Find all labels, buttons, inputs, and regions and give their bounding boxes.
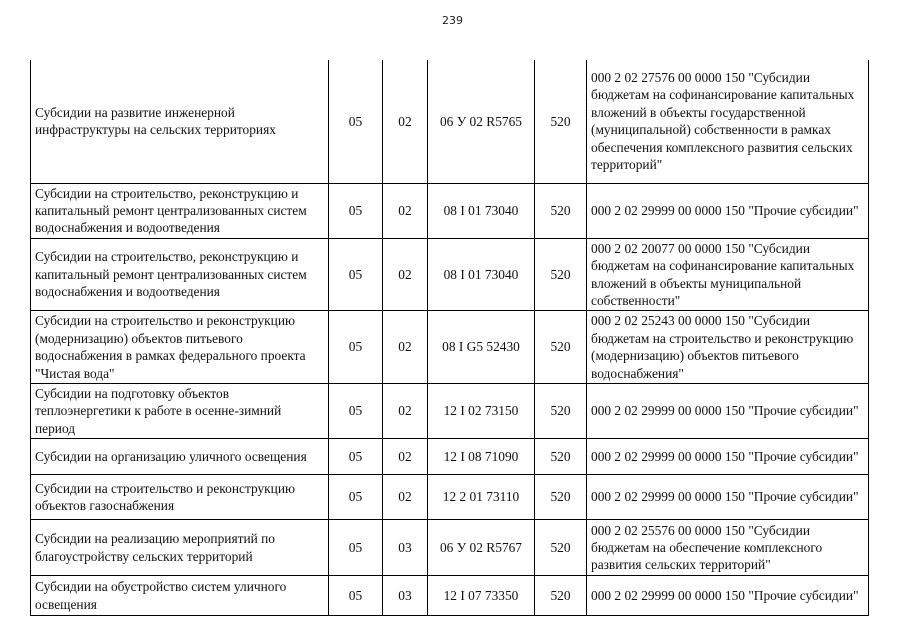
cell-expense-type: 520 bbox=[535, 311, 587, 384]
cell-section: 05 bbox=[329, 311, 383, 384]
cell-revenue-code: 000 2 02 29999 00 0000 150 "Прочие субсидии" bbox=[587, 576, 869, 616]
cell-target: 06 У 02 R5765 bbox=[428, 60, 535, 183]
table-row bbox=[31, 576, 869, 616]
cell-revenue-code: 000 2 02 29999 00 0000 150 "Прочие субсидии" bbox=[587, 383, 869, 438]
cell-target: 08 I 01 73040 bbox=[428, 183, 535, 238]
cell-subsection: 02 bbox=[383, 475, 428, 520]
cell-expense-type: 520 bbox=[535, 183, 587, 238]
cell-subsection: 02 bbox=[383, 311, 428, 384]
cell-target: 08 I 01 73040 bbox=[428, 238, 535, 311]
cell-section: 05 bbox=[329, 383, 383, 438]
cell-target: 12 I 02 73150 bbox=[428, 383, 535, 438]
cell-section: 05 bbox=[329, 60, 383, 183]
cell-expense-type: 520 bbox=[535, 238, 587, 311]
cell-revenue-code: 000 2 02 20077 00 0000 150 "Субсидии бюджетам на софинансирование капитальных вложений в объекты муниципальной собственности" bbox=[587, 238, 869, 311]
subsidies-table-container bbox=[30, 60, 869, 616]
cell-target: 06 У 02 R5767 bbox=[428, 520, 535, 576]
subsidies-table bbox=[30, 60, 869, 616]
cell-subsection: 02 bbox=[383, 238, 428, 311]
table-row bbox=[31, 311, 869, 384]
cell-subsection: 03 bbox=[383, 520, 428, 576]
cell-revenue-code: 000 2 02 29999 00 0000 150 "Прочие субсидии" bbox=[587, 183, 869, 238]
cell-name: Субсидии на строительство, реконструкцию и капитальный ремонт централизованных систем водоснабжения и водоотведения bbox=[31, 183, 329, 238]
cell-expense-type: 520 bbox=[535, 520, 587, 576]
cell-name: Субсидии на обустройство систем уличного освещения bbox=[31, 576, 329, 616]
table-row bbox=[31, 439, 869, 475]
cell-expense-type: 520 bbox=[535, 60, 587, 183]
table-row bbox=[31, 238, 869, 311]
cell-target: 12 2 01 73110 bbox=[428, 475, 535, 520]
cell-revenue-code: 000 2 02 25576 00 0000 150 "Субсидии бюджетам на обеспечение комплексного развития сельских территорий" bbox=[587, 520, 869, 576]
cell-section: 05 bbox=[329, 475, 383, 520]
cell-target: 12 I 07 73350 bbox=[428, 576, 535, 616]
cell-subsection: 02 bbox=[383, 183, 428, 238]
cell-revenue-code: 000 2 02 29999 00 0000 150 "Прочие субсидии" bbox=[587, 475, 869, 520]
cell-name: Субсидии на строительство, реконструкцию и капитальный ремонт централизованных систем водоснабжения и водоотведения bbox=[31, 238, 329, 311]
table-row bbox=[31, 383, 869, 438]
cell-subsection: 02 bbox=[383, 439, 428, 475]
cell-name: Субсидии на реализацию мероприятий по благоустройству сельских территорий bbox=[31, 520, 329, 576]
cell-expense-type: 520 bbox=[535, 475, 587, 520]
cell-name: Субсидии на организацию уличного освещения bbox=[31, 439, 329, 475]
table-row bbox=[31, 475, 869, 520]
table-row bbox=[31, 60, 869, 183]
cell-target: 08 I G5 52430 bbox=[428, 311, 535, 384]
cell-expense-type: 520 bbox=[535, 383, 587, 438]
cell-target: 12 I 08 71090 bbox=[428, 439, 535, 475]
cell-revenue-code: 000 2 02 29999 00 0000 150 "Прочие субсидии" bbox=[587, 439, 869, 475]
cell-section: 05 bbox=[329, 238, 383, 311]
table-row bbox=[31, 183, 869, 238]
cell-name: Субсидии на строительство и реконструкцию (модернизацию) объектов питьевого водоснабжения в рамках федерального проекта "Чистая вода" bbox=[31, 311, 329, 384]
table-body bbox=[31, 60, 869, 616]
cell-expense-type: 520 bbox=[535, 439, 587, 475]
page-number: 239 bbox=[442, 14, 463, 27]
cell-subsection: 02 bbox=[383, 383, 428, 438]
table-row bbox=[31, 520, 869, 576]
cell-expense-type: 520 bbox=[535, 576, 587, 616]
cell-name: Субсидии на подготовку объектов теплоэнергетики к работе в осенне-зимний период bbox=[31, 383, 329, 438]
cell-section: 05 bbox=[329, 183, 383, 238]
cell-section: 05 bbox=[329, 576, 383, 616]
cell-revenue-code: 000 2 02 25243 00 0000 150 "Субсидии бюджетам на строительство и реконструкцию (модернизацию) объектов питьевого водоснабжения" bbox=[587, 311, 869, 384]
cell-subsection: 02 bbox=[383, 60, 428, 183]
cell-name: Субсидии на строительство и реконструкцию объектов газоснабжения bbox=[31, 475, 329, 520]
cell-name: Субсидии на развитие инженерной инфраструктуры на сельских территориях bbox=[31, 60, 329, 183]
cell-subsection: 03 bbox=[383, 576, 428, 616]
cell-section: 05 bbox=[329, 520, 383, 576]
cell-section: 05 bbox=[329, 439, 383, 475]
cell-revenue-code: 000 2 02 27576 00 0000 150 "Субсидии бюджетам на софинансирование капитальных вложений в объекты государственной (муниципальной) собственности в рамках обеспечения комплексного развития сельских территорий" bbox=[587, 60, 869, 183]
